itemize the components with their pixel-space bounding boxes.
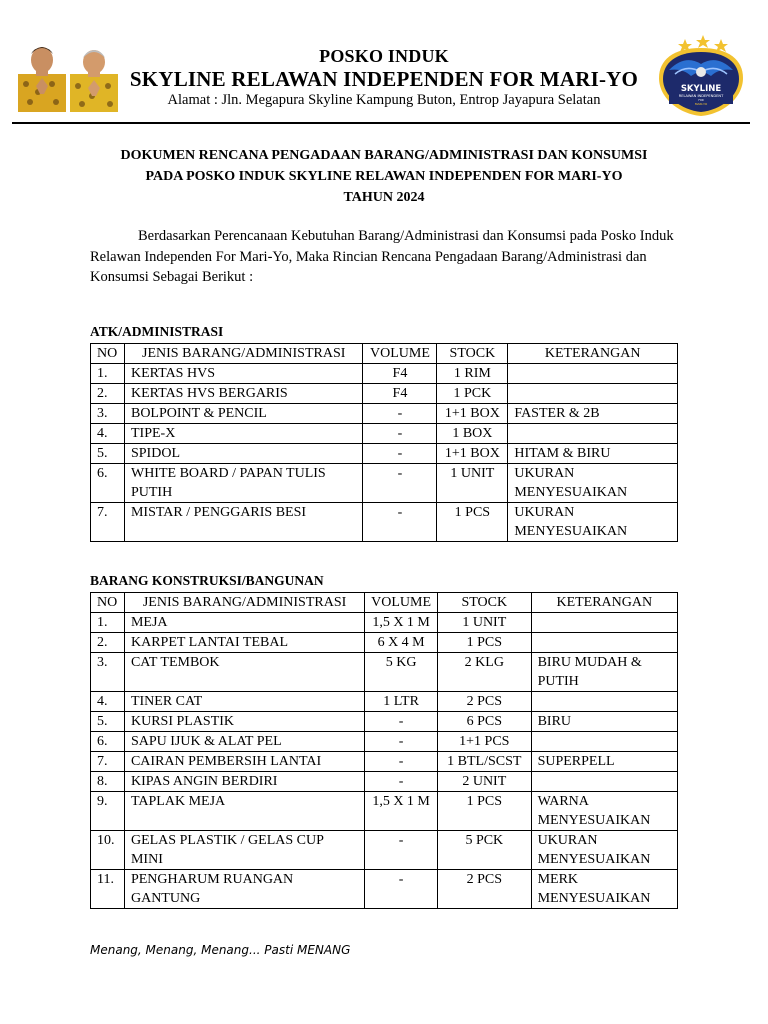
cell-notes: UKURAN MENYESUAIKAN — [508, 464, 678, 503]
cell-volume: - — [363, 464, 437, 503]
cell-no: 4. — [91, 692, 125, 712]
col-header-volume: VOLUME — [363, 344, 437, 364]
cell-notes: BIRU — [531, 712, 677, 732]
intro-paragraph: Berdasarkan Perencanaan Kebutuhan Barang/Administrasi dan Konsumsi pada Posko Induk Relawan Independen For Mari-Yo, Maka Rincian Rencana Pengadaan Barang/Administrasi dan Konsumsi Sebagai Berikut : — [90, 228, 674, 285]
cell-volume: - — [363, 444, 437, 464]
logo-line4: MARI-YO — [694, 102, 708, 106]
cell-notes — [531, 633, 677, 653]
table-row — [91, 424, 678, 444]
cell-notes: FASTER & 2B — [508, 404, 678, 424]
table-row — [91, 464, 678, 503]
cell-no: 3. — [91, 653, 125, 692]
cell-stock: 1 UNIT — [437, 464, 508, 503]
cell-no: 3. — [91, 404, 125, 424]
cell-volume: - — [365, 712, 438, 732]
cell-item: WHITE BOARD / PAPAN TULIS PUTIH — [124, 464, 362, 503]
table-row — [91, 792, 678, 831]
table-row — [91, 732, 678, 752]
footer-slogan: Menang, Menang, Menang... Pasti MENANG — [90, 943, 351, 957]
table-row — [91, 633, 678, 653]
cell-volume: - — [363, 404, 437, 424]
cell-no: 11. — [91, 870, 125, 909]
cell-stock: 1+1 PCS — [438, 732, 532, 752]
cell-no: 7. — [91, 503, 125, 542]
cell-item: MISTAR / PENGGARIS BESI — [124, 503, 362, 542]
doc-title-year: TAHUN 2024 — [343, 190, 425, 205]
org-subtitle: SKYLINE RELAWAN INDEPENDEN FOR MARI-YO — [129, 67, 639, 91]
cell-no: 2. — [91, 633, 125, 653]
cell-notes: BIRU MUDAH & PUTIH — [531, 653, 677, 692]
cell-no: 1. — [91, 613, 125, 633]
cell-stock: 1+1 BOX — [437, 404, 508, 424]
col-header-stock: STOCK — [438, 593, 532, 613]
cell-notes — [508, 424, 678, 444]
cell-volume: 1 LTR — [365, 692, 438, 712]
table-row — [91, 503, 678, 542]
doc-title-line2: PADA POSKO INDUK SKYLINE RELAWAN INDEPENDEN FOR MARI-YO — [145, 169, 623, 184]
cell-item: PENGHARUM RUANGAN GANTUNG — [124, 870, 364, 909]
cell-volume: 1,5 X 1 M — [365, 613, 438, 633]
cell-volume: - — [363, 503, 437, 542]
cell-item: GELAS PLASTIK / GELAS CUP MINI — [124, 831, 364, 870]
cell-notes: UKURAN MENYESUAIKAN — [508, 503, 678, 542]
org-address: Alamat : Jln. Megapura Skyline Kampung Buton, Entrop Jayapura Selatan — [167, 92, 601, 108]
cell-volume: - — [365, 772, 438, 792]
cell-stock: 1 BTL/SCST — [438, 752, 532, 772]
col-header-item: JENIS BARANG/ADMINISTRASI — [124, 344, 362, 364]
cell-stock: 6 PCS — [438, 712, 532, 732]
table-row — [91, 752, 678, 772]
org-name: POSKO INDUK — [319, 46, 449, 66]
cell-notes: HITAM & BIRU — [508, 444, 678, 464]
cell-stock: 2 UNIT — [438, 772, 532, 792]
cell-notes — [531, 692, 677, 712]
cell-no: 5. — [91, 444, 125, 464]
col-header-stock: STOCK — [437, 344, 508, 364]
cell-item: KERTAS HVS BERGARIS — [124, 384, 362, 404]
cell-stock: 1 PCS — [438, 792, 532, 831]
cell-volume: - — [365, 831, 438, 870]
table-row — [91, 384, 678, 404]
cell-no: 8. — [91, 772, 125, 792]
cell-notes — [531, 613, 677, 633]
cell-item: BOLPOINT & PENCIL — [124, 404, 362, 424]
cell-stock: 1 PCS — [437, 503, 508, 542]
section-title-construction: BARANG KONSTRUKSI/BANGUNAN — [90, 573, 324, 588]
table-header-row — [91, 344, 678, 364]
table-row — [91, 772, 678, 792]
cell-stock: 2 PCS — [438, 692, 532, 712]
section-title-atk: ATK/ADMINISTRASI — [90, 324, 224, 339]
table-row — [91, 712, 678, 732]
cell-item: SPIDOL — [124, 444, 362, 464]
table-row — [91, 404, 678, 424]
cell-no: 10. — [91, 831, 125, 870]
cell-volume: 6 X 4 M — [365, 633, 438, 653]
atk-table — [90, 343, 678, 542]
col-header-notes: KETERANGAN — [531, 593, 677, 613]
cell-item: KERTAS HVS — [124, 364, 362, 384]
cell-notes — [531, 732, 677, 752]
cell-volume: 1,5 X 1 M — [365, 792, 438, 831]
cell-item: KIPAS ANGIN BERDIRI — [124, 772, 364, 792]
cell-item: TINER CAT — [124, 692, 364, 712]
cell-volume: - — [365, 752, 438, 772]
table-row — [91, 870, 678, 909]
cell-stock: 1 RIM — [437, 364, 508, 384]
table-row — [91, 692, 678, 712]
col-header-notes: KETERANGAN — [508, 344, 678, 364]
cell-item: KARPET LANTAI TEBAL — [124, 633, 364, 653]
header-divider — [12, 122, 750, 124]
table-header-row — [91, 593, 678, 613]
table-row — [91, 831, 678, 870]
col-header-volume: VOLUME — [365, 593, 438, 613]
col-header-item: JENIS BARANG/ADMINISTRASI — [124, 593, 364, 613]
cell-notes: UKURAN MENYESUAIKAN — [531, 831, 677, 870]
cell-notes: SUPERPELL — [531, 752, 677, 772]
cell-stock: 1 BOX — [437, 424, 508, 444]
cell-item: MEJA — [124, 613, 364, 633]
cell-notes: WARNA MENYESUAIKAN — [531, 792, 677, 831]
cell-item: TAPLAK MEJA — [124, 792, 364, 831]
cell-no: 2. — [91, 384, 125, 404]
cell-item: SAPU IJUK & ALAT PEL — [124, 732, 364, 752]
cell-no: 5. — [91, 712, 125, 732]
logo-line3: FOR — [698, 99, 704, 102]
cell-volume: F4 — [363, 364, 437, 384]
cell-no: 4. — [91, 424, 125, 444]
table-row — [91, 364, 678, 384]
col-header-no: NO — [91, 344, 125, 364]
cell-volume: F4 — [363, 384, 437, 404]
cell-volume: - — [365, 870, 438, 909]
table-row — [91, 653, 678, 692]
cell-stock: 1+1 BOX — [437, 444, 508, 464]
col-header-no: NO — [91, 593, 125, 613]
table-row — [91, 613, 678, 633]
cell-stock: 5 PCK — [438, 831, 532, 870]
cell-stock: 1 PCS — [438, 633, 532, 653]
logo-title: SKYLINE — [680, 84, 722, 94]
cell-no: 6. — [91, 732, 125, 752]
cell-no: 6. — [91, 464, 125, 503]
cell-stock: 1 PCK — [437, 384, 508, 404]
cell-notes — [508, 364, 678, 384]
cell-volume: - — [365, 732, 438, 752]
cell-no: 7. — [91, 752, 125, 772]
cell-volume: 5 KG — [365, 653, 438, 692]
cell-item: TIPE-X — [124, 424, 362, 444]
cell-no: 1. — [91, 364, 125, 384]
cell-notes — [508, 384, 678, 404]
cell-stock: 2 KLG — [438, 653, 532, 692]
cell-notes: MERK MENYESUAIKAN — [531, 870, 677, 909]
construction-table — [90, 592, 678, 909]
table-row — [91, 444, 678, 464]
cell-no: 9. — [91, 792, 125, 831]
cell-item: KURSI PLASTIK — [124, 712, 364, 732]
cell-item: CAIRAN PEMBERSIH LANTAI — [124, 752, 364, 772]
cell-item: CAT TEMBOK — [124, 653, 364, 692]
cell-stock: 1 UNIT — [438, 613, 532, 633]
doc-title-line1: DOKUMEN RENCANA PENGADAAN BARANG/ADMINISTRASI DAN KONSUMSI — [120, 148, 648, 163]
cell-stock: 2 PCS — [438, 870, 532, 909]
cell-volume: - — [363, 424, 437, 444]
logo-subtitle: RELAWAN INDEPENDENT — [678, 94, 724, 98]
cell-notes — [531, 772, 677, 792]
